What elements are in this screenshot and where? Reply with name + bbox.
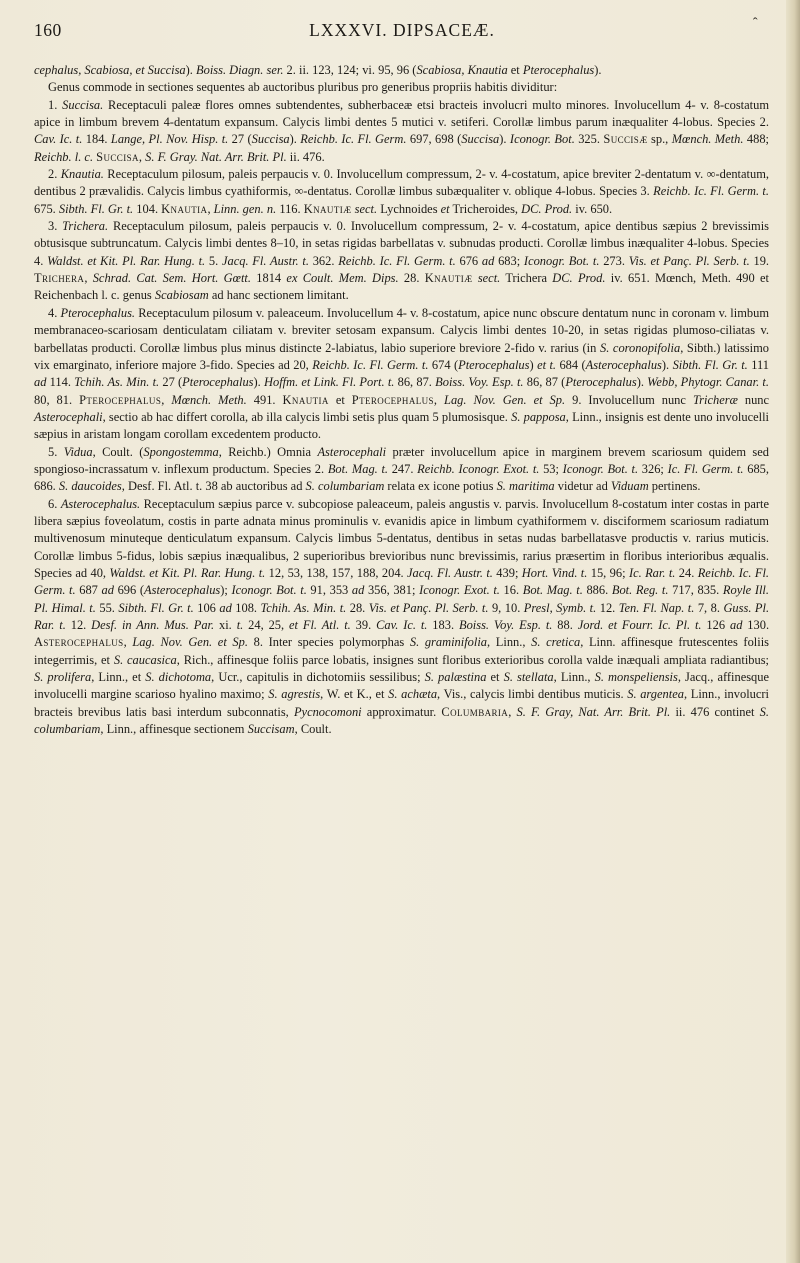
text-run: 24, 25, xyxy=(243,618,290,632)
text-run: 15, 96; xyxy=(587,565,629,580)
italic-text: Reichb. Ic. Fl. Germ. t. xyxy=(338,253,456,268)
italic-text: S. papposa xyxy=(511,409,566,424)
text-run: 6. xyxy=(48,496,61,511)
text-run: 28. xyxy=(398,271,425,286)
text-run: 19. xyxy=(749,253,770,268)
italic-text: Jacq. Fl. Austr. t. xyxy=(407,565,493,580)
text-run: 106 xyxy=(193,600,220,615)
text-run: pertinens. xyxy=(648,479,701,494)
italic-text: Pterocephalus xyxy=(565,375,637,390)
header-mark: ˆ xyxy=(752,16,758,31)
italic-text: Jacq. Fl. Austr. t. xyxy=(221,253,309,268)
italic-text: Iconogr. Bot. t. xyxy=(231,583,307,598)
text-run: 39. xyxy=(350,618,377,632)
italic-text: S. prolifera xyxy=(34,670,92,685)
text-run: 4. xyxy=(48,305,61,320)
italic-text: Iconogr. Exot. t. xyxy=(419,583,500,598)
italic-text: Spongostemma xyxy=(143,444,219,459)
smallcaps-text: Succisa xyxy=(96,149,139,164)
italic-text: Boiss. Diagn. ser. xyxy=(196,63,284,77)
text-run: , Linn., affinesque sectionem xyxy=(100,722,248,737)
text-run: 273. xyxy=(599,253,629,268)
italic-text: Ic. Rar. t. xyxy=(628,565,676,580)
italic-text: Asterocephali xyxy=(317,444,387,459)
italic-text: S. palæstina xyxy=(424,670,487,685)
smallcaps-text: Columbaria xyxy=(441,704,509,719)
running-title: LXXXVI. DIPSACEÆ. xyxy=(309,20,495,40)
text-run: Receptaculum sæpius parce v. subcopiose paleaceum, paleis angustis v. parvis. Involucellum 8-costatum inter costas in parte libera sæpius foveolatum, costis in parte adnata minus prominulis v. evanidis apice in limbum cyathiformem v. disciformem scariosum radiatum multivenosum minuteque denticulatum expansum. Calycis limbus 5-dentatus, dentibus in setas nudas barbellatasve productis v. rarius muticis. Corollæ limbus 5-fidus, lobis sæpius inæqualibus, 2 superioribus brevioribus nunc brevissimis, rarius præsertim in floribus interioribus æqualis. Species ad 40, xyxy=(34,496,769,580)
italic-text: ad xyxy=(34,375,47,390)
italic-text: Mœnch. Meth. xyxy=(671,132,744,147)
text-run: 886. xyxy=(582,583,612,598)
italic-text: Pycnocomoni xyxy=(293,704,362,719)
text-run: nunc xyxy=(737,392,770,407)
text-run: , Jacq., affinesque involucelli margine scarioso hyalino maximo; xyxy=(34,670,770,702)
text-run: 108. xyxy=(231,600,261,615)
italic-text: Pterocephalus xyxy=(522,63,595,77)
italic-text: Boiss. Voy. Esp. t. xyxy=(458,618,553,632)
italic-text: Pterocephalus. xyxy=(60,305,136,320)
italic-text: S. stellata xyxy=(503,670,554,685)
text-run: 356, 381; xyxy=(364,583,420,598)
italic-text: et Fl. Atl. t. xyxy=(289,618,351,632)
text-run: , Linn., insignis est dente uno involucelli sæpius in aristam longam corollam excedentem producto. xyxy=(34,409,770,442)
text-run: 491. xyxy=(246,392,283,407)
text-run: 326; xyxy=(638,461,668,476)
italic-text: Succisa xyxy=(251,132,290,147)
text-run: xi. xyxy=(214,618,237,632)
italic-text: S. coronopifolia xyxy=(599,340,681,355)
text-run: 2. xyxy=(48,167,61,182)
text-run: 12. xyxy=(596,600,619,615)
italic-text: Cav. Ic. t. xyxy=(34,132,83,147)
italic-text: Boiss. Voy. Esp. t. xyxy=(435,375,524,390)
text-run: iv. 650. xyxy=(572,201,613,216)
italic-text: Asterocephalus. xyxy=(60,496,141,511)
paragraph xyxy=(34,305,769,444)
italic-text: Scabiosam xyxy=(154,288,209,303)
text-run: 126 xyxy=(701,618,730,632)
text-run: videtur ad xyxy=(554,479,611,494)
text-run: 717, 835. xyxy=(668,583,723,598)
text-run: 5. xyxy=(48,444,64,459)
text-run: 183. xyxy=(427,618,459,632)
text-run: 28. xyxy=(346,600,369,615)
text-run: 116. xyxy=(276,201,304,216)
italic-text: S. graminifolia xyxy=(409,635,488,650)
text-run: ); xyxy=(220,583,232,598)
smallcaps-text: Asterocephalus xyxy=(34,635,124,650)
text-run: 362. xyxy=(308,253,339,268)
italic-text: Iconogr. Bot. xyxy=(509,132,575,147)
text-run: ). xyxy=(185,63,197,77)
text-run: 130. xyxy=(742,618,770,632)
text-run: 27 ( xyxy=(228,132,252,147)
text-run: 674 ( xyxy=(428,357,459,372)
text-run: 9. Involucellum nunc xyxy=(565,392,693,407)
italic-text: Vidua xyxy=(63,444,93,459)
italic-text: Ten. Fl. Nap. t. xyxy=(618,600,695,615)
italic-text: ex Coult. Mem. Dips. xyxy=(286,271,399,286)
italic-text: Mœnch. Meth. xyxy=(171,392,247,407)
paragraph xyxy=(34,444,769,496)
italic-text: S. agrestis xyxy=(268,687,321,702)
text-run: 86, 87. xyxy=(394,375,436,390)
smallcaps-text: Knautia xyxy=(161,201,208,216)
italic-text: S. daucoides xyxy=(58,479,122,494)
italic-text: Reichb. Ic. Fl. Germ. xyxy=(300,132,407,147)
italic-text: Tricheræ xyxy=(692,392,738,407)
italic-text: Knautia. xyxy=(60,167,104,182)
text-run: , xyxy=(207,201,214,216)
italic-text: Asterocephali xyxy=(34,409,103,424)
paragraph xyxy=(34,166,769,218)
text-run: iv. 651. Mœnch, Meth. 490 et Reichenbach l. c. genus xyxy=(34,271,769,303)
text-run: approximatur. xyxy=(361,704,442,719)
text-run: , Linn., xyxy=(553,670,595,685)
italic-text: Cav. Ic. t. xyxy=(376,618,428,632)
running-header xyxy=(34,16,770,46)
smallcaps-text: Succisæ xyxy=(603,132,648,147)
text-run: 7, 8. xyxy=(694,600,724,615)
text-run: , xyxy=(138,149,146,164)
text-run: , xyxy=(508,704,517,719)
italic-text: S. achæta xyxy=(388,687,438,702)
italic-text: ad xyxy=(729,618,743,632)
text-run: relata ex icone potius xyxy=(384,479,497,494)
paragraph xyxy=(34,97,769,166)
text-run: 53; xyxy=(539,461,563,476)
italic-text: Tchih. As. Min. t. xyxy=(74,375,160,390)
italic-text: Trichera. xyxy=(62,219,109,234)
text-run: ). xyxy=(253,375,264,390)
text-run: 184. xyxy=(82,132,111,147)
italic-text: Asterocephalus xyxy=(144,583,221,598)
italic-text: Reichb. Ic. Fl. Germ. t. xyxy=(312,357,429,372)
text-run: ). xyxy=(594,63,602,77)
italic-text: Succisam xyxy=(247,722,295,737)
italic-text: Tchih. As. Min. t. xyxy=(260,600,347,615)
text-run: 697, 698 ( xyxy=(406,132,462,147)
italic-text: Bot. Mag. t. xyxy=(327,461,389,476)
italic-text: Waldst. et Kit. Pl. Rar. Hung. t. xyxy=(47,253,206,268)
italic-text: Hoffm. et Link. Fl. Port. t. xyxy=(264,375,395,390)
text-run: , xyxy=(84,271,93,286)
paragraph xyxy=(34,79,769,96)
italic-text: Succisa xyxy=(461,132,500,147)
italic-text: S. columbariam xyxy=(34,704,769,737)
italic-text: Reichb. Ic. Fl. Germ. t. xyxy=(34,565,770,598)
text-run: 3. xyxy=(48,219,63,234)
italic-text: S. F. Gray, Nat. Arr. Brit. Pl. xyxy=(516,704,671,719)
text-run: 104. xyxy=(133,201,162,216)
text-run: , Linn., et xyxy=(91,670,146,685)
italic-text: Iconogr. Bot. t. xyxy=(523,253,600,268)
text-run: , xyxy=(433,392,445,407)
body-text xyxy=(34,62,769,738)
italic-text: Reichb. l. c. xyxy=(34,149,94,164)
text-run: ) xyxy=(529,357,538,372)
italic-text: Desf. in Ann. Mus. Par. xyxy=(91,618,215,632)
smallcaps-text: Knautiæ xyxy=(303,201,352,216)
italic-text: Bot. Reg. t. xyxy=(611,583,669,598)
italic-text: et t. xyxy=(537,357,557,372)
text-run: , Desf. Fl. Atl. t. 38 ab auctoribus ad xyxy=(121,479,306,494)
italic-text: Viduam xyxy=(610,479,649,494)
smallcaps-text: Pterocephalus xyxy=(351,392,434,407)
text-run: 12, 53, 138, 157, 188, 204. xyxy=(265,565,408,580)
text-run: , Sibth.) latissimo vix emarginato, inferiore majore 3-fido. Species ad 20, xyxy=(34,340,769,372)
smallcaps-text: Knautiæ xyxy=(424,271,473,286)
italic-text: ad xyxy=(481,253,495,268)
text-run: ). xyxy=(661,357,673,372)
italic-text: S. dichotoma xyxy=(145,670,212,685)
text-run: , W. et K., et xyxy=(320,687,389,702)
italic-text: Lange, Pl. Nov. Hisp. t. xyxy=(110,132,229,147)
text-run: 9, 10. xyxy=(488,600,524,615)
italic-text: Lag. Nov. Gen. et Sp. xyxy=(132,635,248,650)
text-run: sp., xyxy=(647,132,672,147)
text-run: 12. xyxy=(65,618,92,632)
text-run: , Reichb.) Omnia xyxy=(218,444,318,459)
text-run: 685, 686. xyxy=(34,461,769,494)
text-run: 488; xyxy=(743,132,769,147)
italic-text: Jord. et Fourr. Ic. Pl. t. xyxy=(577,618,702,632)
text-run: , sectio ab hac differt corolla, ab illa calycis limbi setis plus quam 5 plumosisque. xyxy=(102,409,512,424)
text-run: 111 xyxy=(747,357,769,372)
text-run: , Rich., affinesque foliis parce lobatis, insignes sunt floribus exterioribus corolla valde inæquali ampliata radiantibus; xyxy=(176,652,770,667)
italic-text: Asterocephalus xyxy=(585,357,662,372)
text-run: 114. xyxy=(46,375,75,390)
text-run: 88. xyxy=(552,618,578,632)
text-run: ). xyxy=(289,132,301,147)
text-run: 55. xyxy=(95,600,119,615)
text-run: 687 xyxy=(75,583,102,598)
italic-text: Sibth. Fl. Gr. t. xyxy=(58,201,134,216)
text-run: Genus commode in sectiones sequentes ab auctoribus pluribus pro generibus propriis habitis dividitur: xyxy=(48,80,558,95)
italic-text: ad xyxy=(219,600,232,615)
text-run: , Ucr., capitulis in dichotomiis sessilibus; xyxy=(211,670,425,685)
text-run: Trichera xyxy=(500,271,553,286)
italic-text: Sibth. Fl. Gr. t. xyxy=(118,600,194,615)
paragraph xyxy=(34,62,769,79)
page-number: 160 xyxy=(34,20,62,40)
text-run: 8. Inter species polymorphas xyxy=(247,635,410,650)
text-run: Receptaculum pilosum, paleis perpaucis v. 0. Involucellum compressum, 2- v. 4-costatum, apice dentibus sæpius 2 brevissimis obtusisque subtruncatum. Calycis limbi dentes 8–10, in setas rigidas barbellatas v. subnudas producti. Corollæ limbus inæqualiter 4-lobus. Species 4. xyxy=(34,219,770,268)
italic-text: Sibth. Fl. Gr. t. xyxy=(672,357,748,372)
italic-text: Hort. Vind. t. xyxy=(521,565,588,580)
italic-text: Lag. Nov. Gen. et Sp. xyxy=(444,392,566,407)
italic-text: S. columbariam xyxy=(305,479,385,494)
italic-text: et xyxy=(440,201,450,216)
text-run: et xyxy=(507,63,523,77)
page-edge-shadow xyxy=(786,0,800,1263)
italic-text: ad xyxy=(101,583,114,598)
italic-text: Ic. Fl. Germ. t. xyxy=(667,461,744,476)
smallcaps-text: Trichera xyxy=(34,271,85,286)
text-run: 5. xyxy=(205,253,222,268)
text-run: ii. 476. xyxy=(286,149,325,164)
text-run: 86, 87 ( xyxy=(523,375,566,390)
text-run: 16. xyxy=(499,583,523,598)
text-run: et xyxy=(328,392,352,407)
text-run: præter involucellum apice in marginem brevem scariosum quidem sed spongioso-incrassatum v. inflexum productum. Species 2. xyxy=(34,444,770,476)
italic-text: Schrad. Cat. Sem. Hort. Gœtt. xyxy=(92,271,251,286)
italic-text: S. maritima xyxy=(496,479,555,494)
text-run: ). xyxy=(636,375,648,390)
text-run: et xyxy=(486,670,504,685)
italic-text: DC. Prod. xyxy=(521,201,573,216)
italic-text: sect. xyxy=(477,271,501,286)
italic-text: Linn. gen. n. xyxy=(213,201,277,216)
italic-text: Webb, Phytogr. Canar. t. xyxy=(647,375,769,390)
italic-text: Presl, Symb. t. xyxy=(523,600,597,615)
text-run: 675. xyxy=(34,201,59,216)
italic-text: cephalus, Scabiosa, et Succisa xyxy=(34,63,186,77)
italic-text: Pterocephalus xyxy=(458,357,530,372)
italic-text: S. cretica xyxy=(531,635,581,650)
italic-text: S. argentea xyxy=(627,687,684,702)
italic-text: S. F. Gray. Nat. Arr. Brit. Pl. xyxy=(145,149,287,164)
text-run: ii. 476 continet xyxy=(670,704,760,719)
text-run: 24. xyxy=(675,565,698,580)
text-run: 684 ( xyxy=(556,357,586,372)
paragraph xyxy=(34,496,769,739)
text-run: , Linn., involucri bracteis brevibus latis basi interdum subconnatis, xyxy=(34,687,769,719)
italic-text: Vis. et Panç. Pl. Serb. t. xyxy=(628,253,750,268)
text-run: Receptaculum pilosum v. paleaceum. Involucellum 4- v. 8-costatum, apice nunc obscure dentatum nunc in coronam v. limbum membranaceo-scariosam denticulatam ciliatam v. breviter setosam expansum. Calycis limbi dentes 10-20, in setas rigidas plumoso-ciliatas v. barbellatas producti. Corollæ limbus plus minus distincte 2-labiatus, labio superiore breviore 2-fido v. rarius (in xyxy=(34,305,769,355)
text-run: Receptaculi paleæ flores omnes subtendentes, subherbaceæ etsi bracteis involucri multo minores. Involucellum 4- v. 8-costatum apice in limbum brevem 4-dentatum expansum. Calycis limbi dentes 5 mutici v. setiferi. Corollæ limbus parum inæqualiter 4-lobus. Species 2. xyxy=(34,97,769,130)
smallcaps-text: Pterocephalus xyxy=(79,392,162,407)
text-run: 676 xyxy=(455,253,482,268)
text-run: 439; xyxy=(492,565,522,580)
italic-text: DC. Prod. xyxy=(552,271,606,286)
text-run: Tricheroides, xyxy=(449,201,522,216)
italic-text: t. xyxy=(236,618,244,632)
italic-text: sect. xyxy=(354,201,378,216)
text-run: 247. xyxy=(388,461,418,476)
text-run: 1. xyxy=(48,97,63,112)
text-run: , Coult. ( xyxy=(92,444,144,459)
text-run: 80, 81. xyxy=(34,392,80,407)
text-run: ad hanc sectionem limitant. xyxy=(208,288,349,303)
italic-text: Bot. Mag. t. xyxy=(522,583,583,598)
text-run: ). xyxy=(499,132,510,147)
italic-text: S. caucasica xyxy=(113,652,177,667)
text-run: 91, 353 xyxy=(306,583,352,598)
text-run: , Coult. xyxy=(294,722,332,737)
text-run: , Linn., xyxy=(487,635,532,650)
italic-text: Guss. Pl. Rar. t. xyxy=(34,600,770,632)
italic-text: Royle Ill. Pl. Himal. t. xyxy=(34,583,769,615)
smallcaps-text: Knautia xyxy=(282,392,329,407)
text-run: , xyxy=(123,635,133,650)
text-run: 683; xyxy=(494,253,524,268)
italic-text: Scabiosa, Knautia xyxy=(416,63,508,77)
italic-text: ad xyxy=(351,583,365,598)
text-run: , xyxy=(161,392,172,407)
text-run: , Linn. affinesque frutescentes foliis integerrimis, et xyxy=(34,635,769,667)
italic-text: Reichb. Iconogr. Exot. t. xyxy=(417,461,540,476)
text-run: 27 ( xyxy=(159,375,183,390)
italic-text: Vis. et Panç. Pl. Serb. t. xyxy=(368,600,489,615)
italic-text: Succisa. xyxy=(62,97,104,112)
text-run: , Vis., calycis limbi dentibus muticis. xyxy=(437,687,628,702)
text-run: 2. ii. 123, 124; vi. 95, 96 ( xyxy=(283,63,417,77)
text-run: Receptaculum pilosum, paleis perpaucis v. 0. Involucellum compressum, 2- v. 4-costatum, apice breviter 2-dentatum v. ∞-dentatum, dentibus 2 prævalidis. Calycis limbus cyathiformis, ∞-dentatus. Corollæ limbus subæqualiter v. oblique 4-lobus. Species 3. xyxy=(34,167,769,199)
italic-text: Iconogr. Bot. t. xyxy=(562,461,639,476)
italic-text: Reichb. Ic. Fl. Germ. t. xyxy=(653,184,770,199)
text-run: Lychnoides xyxy=(377,201,441,216)
paragraph xyxy=(34,218,769,305)
italic-text: Waldst. et Kit. Pl. Rar. Hung. t. xyxy=(109,565,266,580)
text-run: 325. xyxy=(574,132,604,147)
text-run: 696 ( xyxy=(113,583,145,598)
italic-text: S. monspeliensis xyxy=(594,670,678,685)
text-run: 1814 xyxy=(250,271,287,286)
italic-text: Pterocephalus xyxy=(182,375,254,390)
